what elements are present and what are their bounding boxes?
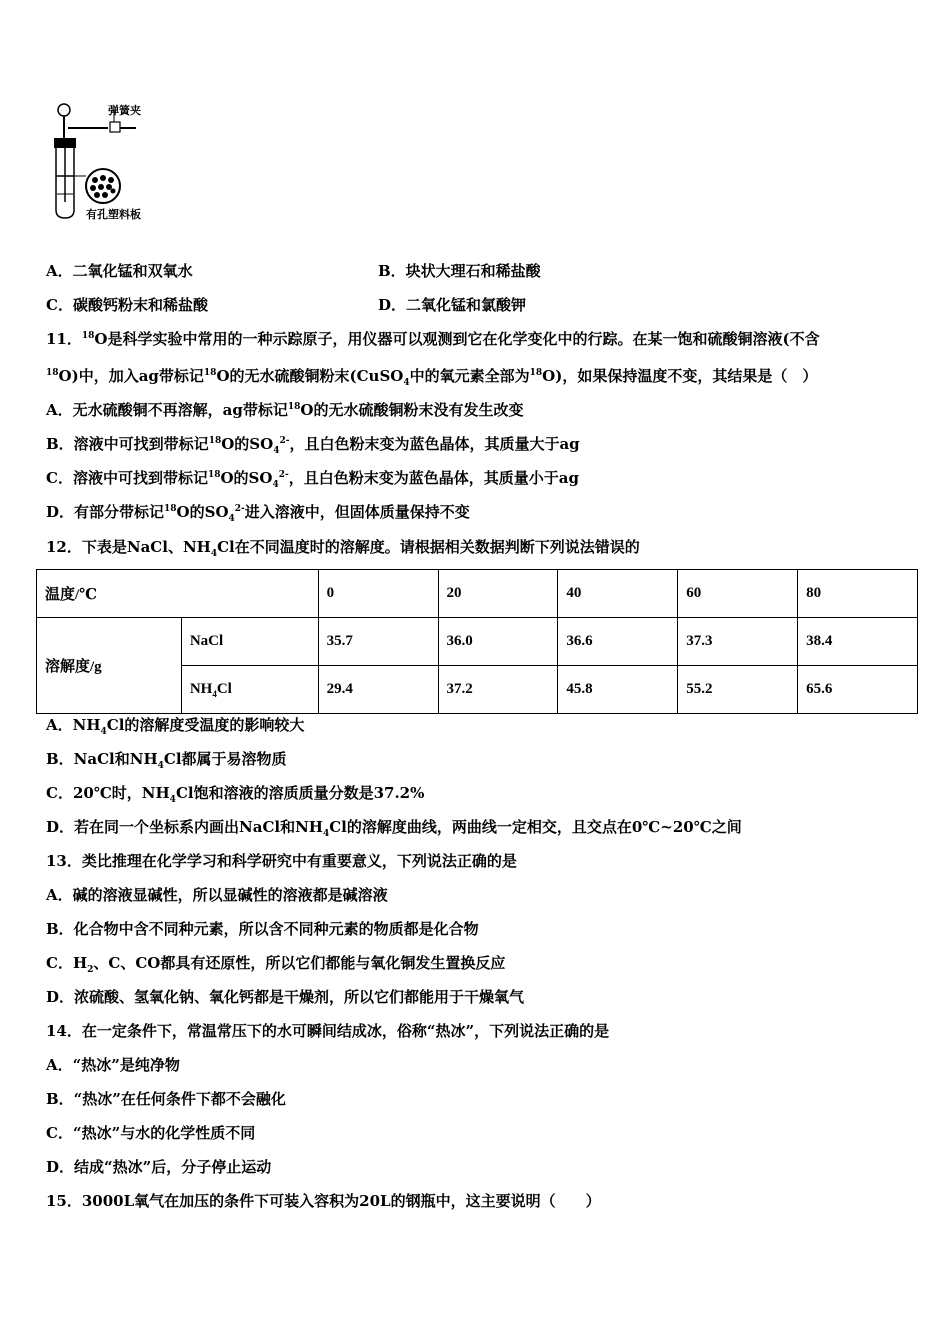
option-text: O的SO — [176, 503, 229, 521]
option-text: O的SO — [220, 469, 273, 487]
clamp-label: 弹簧夹 — [108, 104, 141, 117]
option-text: Cl的溶解度受温度的影响较大 — [106, 716, 305, 734]
q11-stem-line2 — [46, 366, 926, 386]
option-text: A．NH — [46, 716, 101, 734]
option-text: D．有部分带标记 — [46, 503, 165, 521]
nacl-value-cell: 36.6 — [558, 618, 678, 666]
isotope-sup: 18 — [164, 504, 177, 514]
q12-option-a — [46, 715, 926, 735]
isotope-sup: 18 — [529, 368, 543, 378]
q13-option-c — [46, 953, 926, 973]
temp-cell: 20 — [438, 570, 558, 618]
subscript: 4 — [157, 761, 164, 771]
isotope-sup: 18 — [287, 402, 301, 412]
label-text: NH — [189, 681, 213, 697]
temp-cell: 60 — [678, 570, 798, 618]
plate-label: 有孔塑料板 — [86, 208, 141, 221]
q11-option-b — [46, 434, 926, 454]
option-text: O的无水硫酸铜粉末没有发生改变 — [300, 401, 524, 419]
q11-option-c — [46, 468, 926, 488]
solubility-label-cell: 溶解度/g — [37, 618, 182, 714]
option-text: Cl饱和溶液的溶质质量分数是37.2% — [175, 784, 425, 802]
q10-option-d: D．二氧化锰和氯酸钾 — [378, 296, 527, 314]
q13-option-d: D．浓硫酸、氢氧化钠、氧化钙都是干燥剂，所以它们都能用于干燥氧气 — [46, 988, 525, 1006]
option-text: C．H — [46, 954, 88, 972]
option-text: ，且白色粉末变为蓝色晶体，其质量小于ag — [288, 469, 579, 487]
q13-option-a: A．碱的溶液显碱性，所以显碱性的溶液都是碱溶液 — [46, 886, 388, 904]
isotope-sup: 18 — [81, 331, 95, 341]
temp-cell: 80 — [798, 570, 918, 618]
q10-option-b: B．块状大理石和稀盐酸 — [378, 262, 541, 280]
nacl-value-cell: 38.4 — [798, 618, 918, 666]
subscript: 4 — [228, 514, 235, 524]
nacl-value-cell: 37.3 — [678, 618, 798, 666]
nh4cl-value-cell: 45.8 — [558, 666, 678, 714]
temp-cell: 0 — [318, 570, 438, 618]
option-text: A．无水硫酸铜不再溶解，ag带标记 — [46, 401, 288, 419]
q14-option-d: D．结成“热冰”后，分子停止运动 — [46, 1158, 272, 1176]
apparatus-figure — [48, 98, 168, 228]
q12-option-c — [46, 783, 926, 803]
option-text: O的SO — [221, 435, 274, 453]
option-text: ，且白色粉末变为蓝色晶体，其质量大于ag — [289, 435, 580, 453]
charge-sup: 2- — [278, 470, 289, 480]
q11-stem-text: O)，如果保持温度不变，其结果是（ ） — [542, 367, 818, 385]
subscript: 4 — [322, 829, 330, 839]
nacl-value-cell: 36.0 — [438, 618, 558, 666]
q11-stem-line1 — [46, 329, 926, 349]
q13-option-b: B．化合物中含不同种元素，所以含不同种元素的物质都是化合物 — [46, 920, 479, 938]
q11-stem-text: O的无水硫酸铜粉末(CuSO — [216, 367, 404, 385]
q13-stem: 13．类比推理在化学学习和科学研究中有重要意义，下列说法正确的是 — [46, 852, 517, 870]
q14-option-a: A．“热冰”是纯净物 — [46, 1056, 180, 1074]
isotope-sup: 18 — [207, 470, 221, 480]
isotope-sup: 18 — [46, 368, 59, 378]
subscript: 4 — [169, 795, 176, 805]
q11-stem-text: O是科学实验中常用的一种示踪原子，用仪器可以观测到它在化学变化中的行踪。在某一饱和硫酸铜溶液(不含 — [94, 330, 820, 348]
solubility-table — [36, 569, 918, 714]
nh4cl-value-cell: 29.4 — [318, 666, 438, 714]
q10-option-c: C．碳酸钙粉末和稀盐酸 — [46, 296, 208, 314]
option-text: Cl都属于易溶物质 — [163, 750, 287, 768]
option-text: B．溶液中可找到带标记 — [46, 435, 209, 453]
subscript: 4 — [273, 446, 280, 456]
stem-text: 12．下表是NaCl、NH — [46, 538, 211, 556]
q10-option-a: A．二氧化锰和双氧水 — [46, 262, 193, 280]
charge-sup: 2- — [234, 504, 245, 514]
q14-option-c: C．“热冰”与水的化学性质不同 — [46, 1124, 256, 1142]
q12-option-d — [46, 817, 926, 837]
q11-stem-text: O)中，加入ag带标记 — [58, 367, 204, 385]
option-text: 、C、CO都具有还原性，所以它们都能与氧化铜发生置换反应 — [93, 954, 506, 972]
option-text: D．若在同一个坐标系内画出NaCl和NH — [46, 818, 323, 836]
nacl-value-cell: 35.7 — [318, 618, 438, 666]
nh4cl-value-cell: 65.6 — [798, 666, 918, 714]
q11-option-a — [46, 400, 926, 420]
q12-stem — [46, 537, 926, 557]
q11-option-d — [46, 502, 926, 522]
q14-stem: 14．在一定条件下，常温常压下的水可瞬间结成冰，俗称“热冰”，下列说法正确的是 — [46, 1022, 610, 1040]
nh4cl-label-cell — [181, 666, 318, 714]
charge-sup: 2- — [279, 436, 290, 446]
label-text: Cl — [216, 681, 232, 697]
nh4cl-value-cell: 55.2 — [678, 666, 798, 714]
subscript: 4 — [100, 727, 107, 737]
q14-option-b: B．“热冰”在任何条件下都不会融化 — [46, 1090, 286, 1108]
subscript: 4 — [272, 480, 279, 490]
table-row — [37, 618, 918, 666]
subscript: 2 — [87, 965, 94, 975]
q15-stem: 15．3000L氧气在加压的条件下可装入容积为20L的钢瓶中，这主要说明（ ） — [46, 1192, 601, 1210]
stem-text: Cl在不同温度时的溶解度。请根据相关数据判断下列说法错误的 — [217, 538, 640, 556]
isotope-sup: 18 — [203, 368, 217, 378]
isotope-sup: 18 — [208, 436, 222, 446]
nh4cl-value-cell: 37.2 — [438, 666, 558, 714]
q11-stem-text: 中的氧元素全部为 — [409, 367, 530, 385]
nacl-label-cell: NaCl — [181, 618, 318, 666]
option-text: 进入溶液中，但固体质量保持不变 — [244, 503, 470, 521]
option-text: C．溶液中可找到带标记 — [46, 469, 208, 487]
option-text: B．NaCl和NH — [46, 750, 158, 768]
temp-header-cell: 温度/℃ — [37, 570, 319, 618]
subscript: 4 — [212, 689, 217, 699]
table-row — [37, 570, 918, 618]
temp-cell: 40 — [558, 570, 678, 618]
q11-number: 11． — [46, 330, 82, 348]
option-text: C．20℃时，NH — [46, 784, 170, 802]
q12-option-b — [46, 749, 926, 769]
option-text: Cl的溶解度曲线，两曲线一定相交，且交点在0℃~20℃之间 — [329, 818, 742, 836]
subscript: 4 — [210, 549, 218, 559]
subscript: 4 — [403, 378, 410, 388]
